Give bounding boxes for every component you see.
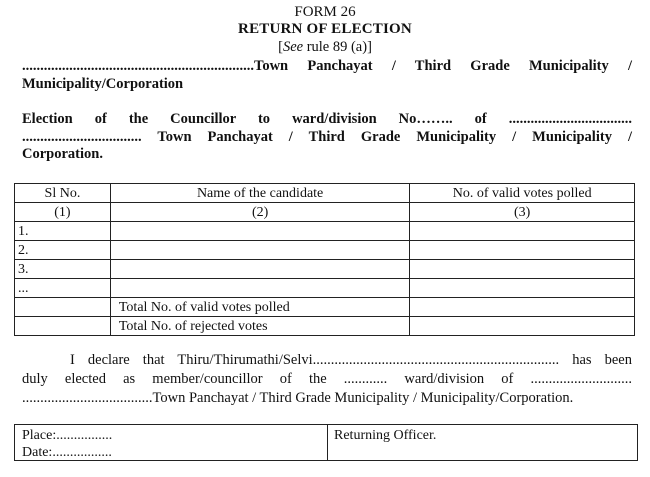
rule-reference — [0, 38, 650, 57]
total-rejected-votes-row — [15, 317, 635, 336]
row-candidate-name — [110, 279, 410, 298]
declaration-line-3: ....................................Town Panchayat / Third Grade Municipality / Municipality/Corporation. — [22, 390, 574, 406]
authority-line-2: Municipality/Corporation — [22, 75, 184, 92]
election-paragraph — [22, 111, 632, 164]
total-valid-votes-row — [15, 298, 635, 317]
column-number-1: (1) — [15, 203, 111, 222]
column-number-3: (3) — [410, 203, 635, 222]
declaration-line-2: duly elected as member/councillor of the ............ ward/division of ............................ — [22, 371, 632, 387]
declaration-paragraph — [22, 351, 632, 408]
header-candidate-name: Name of the candidate — [110, 184, 410, 203]
row-votes — [410, 222, 635, 241]
row-votes — [410, 260, 635, 279]
signature-divider — [327, 425, 328, 460]
row-votes — [410, 279, 635, 298]
row-sl: 3. — [15, 260, 111, 279]
signature-box — [14, 424, 638, 461]
rule-see: See — [282, 39, 304, 55]
authority-line-1: ................................................................Town Panchayat / Third Grade Municipality / — [22, 58, 632, 74]
election-line-2: ................................. Town Panchayat / Third Grade Municipality / Municipality / — [22, 128, 632, 145]
table-column-number-row — [15, 203, 635, 222]
table-row — [15, 260, 635, 279]
total-rejected-empty-cell — [15, 317, 111, 336]
place-date-block — [22, 427, 112, 461]
header-valid-votes: No. of valid votes polled — [410, 184, 635, 203]
row-votes — [410, 241, 635, 260]
total-valid-empty-cell — [15, 298, 111, 317]
returning-officer-label: Returning Officer. — [334, 428, 437, 443]
row-sl: 1. — [15, 222, 111, 241]
column-number-2: (2) — [110, 203, 410, 222]
form-number: FORM 26 — [294, 4, 356, 20]
total-rejected-votes-label: Total No. of rejected votes — [110, 317, 410, 336]
total-valid-votes-value — [410, 298, 635, 317]
row-sl: 2. — [15, 241, 111, 260]
row-candidate-name — [110, 222, 410, 241]
date-field: Date:................. — [22, 445, 112, 460]
table-header-row — [15, 184, 635, 203]
votes-table — [14, 183, 635, 336]
authority-paragraph — [22, 58, 632, 93]
declaration-line-1: I declare that Thiru/Thirumathi/Selvi.................................................................... has been — [70, 352, 632, 368]
header-sl-no: Sl No. — [15, 184, 111, 203]
row-sl: ... — [15, 279, 111, 298]
total-valid-votes-label: Total No. of valid votes polled — [110, 298, 410, 317]
row-candidate-name — [110, 260, 410, 279]
place-field: Place:................ — [22, 428, 113, 443]
table-row — [15, 222, 635, 241]
election-line-1: Election of the Councillor to ward/division No…….. of .................................. — [22, 111, 632, 127]
election-line-3: Corporation. — [22, 146, 103, 162]
row-candidate-name — [110, 241, 410, 260]
rule-bracket: [ — [278, 39, 283, 55]
rule-text: rule 89 (a)] — [303, 39, 372, 55]
total-rejected-votes-value — [410, 317, 635, 336]
form-title: RETURN OF ELECTION — [238, 21, 412, 37]
table-row — [15, 241, 635, 260]
table-row — [15, 279, 635, 298]
